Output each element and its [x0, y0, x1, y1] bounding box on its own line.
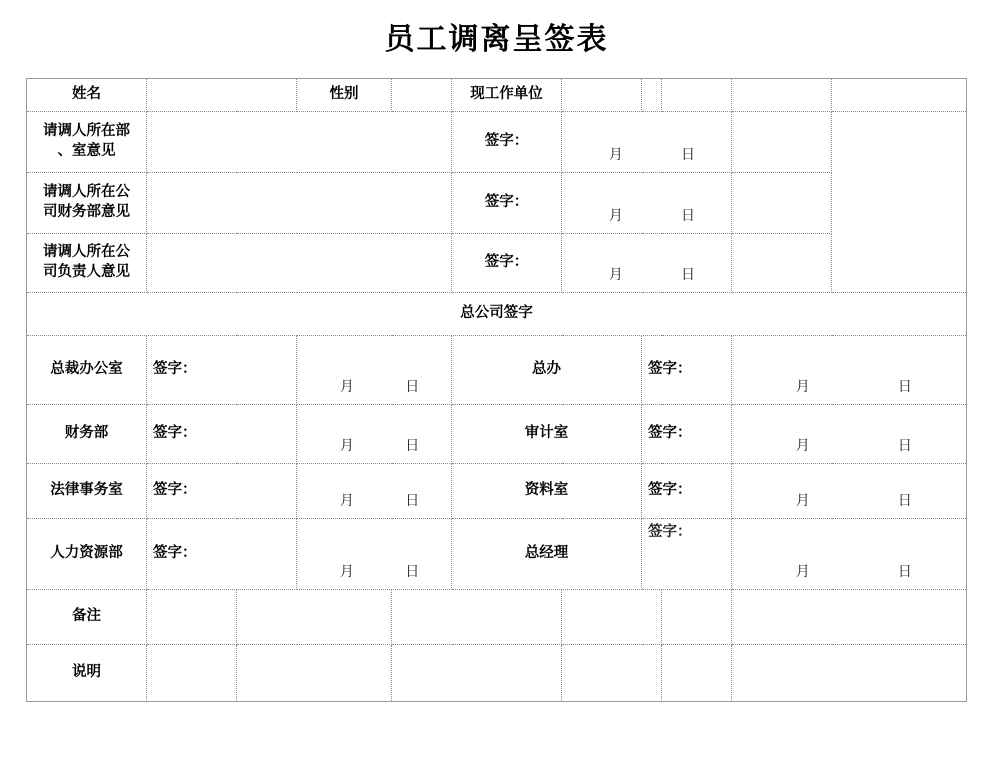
label-archives-office-signature: 签字： [642, 464, 732, 519]
label-day: 日 [681, 146, 696, 163]
label-finance-opinion-line2: 司财务部意见 [43, 204, 130, 220]
field-dept-opinion-extra[interactable] [732, 112, 832, 173]
table-row [27, 519, 967, 590]
field-remarks-cell-3[interactable] [392, 590, 562, 645]
field-gender-value[interactable] [392, 79, 452, 112]
field-explanation-cell-4[interactable] [562, 645, 662, 702]
field-remarks-cell-5[interactable] [662, 590, 732, 645]
label-legal-affairs-office: 法律事务室 [27, 464, 147, 519]
label-dept-opinion-line1: 请调人所在部 [43, 123, 130, 140]
field-explanation-cell-6[interactable] [732, 645, 967, 702]
table-row [27, 464, 967, 519]
label-month: 月 [795, 437, 810, 454]
table-row [27, 112, 967, 173]
label-general-manager-signature-text: 签字： [648, 524, 692, 540]
field-explanation-cell-1[interactable] [147, 645, 237, 702]
label-leader-opinion [27, 234, 147, 293]
label-leader-opinion-line2: 司负责人意见 [43, 264, 130, 280]
label-day: 日 [681, 266, 696, 283]
label-month: 月 [608, 207, 623, 224]
label-name: 姓名 [27, 79, 147, 112]
field-dept-opinion-value[interactable] [147, 112, 452, 173]
field-remarks-cell-2[interactable] [237, 590, 392, 645]
field-legal-affairs-date[interactable] [297, 464, 452, 519]
label-month: 月 [608, 266, 623, 283]
label-day: 日 [405, 378, 420, 395]
field-current-unit-value-3[interactable] [662, 79, 732, 112]
label-general-office: 总办 [452, 336, 642, 405]
label-leader-signature: 签字： [452, 234, 562, 293]
transfer-form-table-wrapper [26, 78, 966, 702]
table-row [27, 336, 967, 405]
label-day: 日 [897, 492, 912, 509]
field-current-unit-value-1[interactable] [562, 79, 642, 112]
label-month: 月 [339, 437, 354, 454]
label-gender: 性别 [297, 79, 392, 112]
field-hr-dept-date[interactable] [297, 519, 452, 590]
field-remarks-cell-4[interactable] [562, 590, 662, 645]
label-finance-dept: 财务部 [27, 405, 147, 464]
label-legal-affairs-signature: 签字： [147, 464, 297, 519]
field-explanation-cell-5[interactable] [662, 645, 732, 702]
field-remarks-cell-6[interactable] [732, 590, 967, 645]
label-president-office: 总裁办公室 [27, 336, 147, 405]
label-hr-dept: 人力资源部 [27, 519, 147, 590]
label-general-manager: 总经理 [452, 519, 642, 590]
label-archives-office: 资料室 [452, 464, 642, 519]
label-day: 日 [897, 378, 912, 395]
field-explanation-cell-2[interactable] [237, 645, 392, 702]
label-general-office-signature: 签字： [642, 336, 732, 405]
field-finance-opinion-extra[interactable] [732, 173, 832, 234]
label-month: 月 [339, 563, 354, 580]
label-month: 月 [339, 378, 354, 395]
label-hr-dept-signature: 签字： [147, 519, 297, 590]
label-finance-dept-signature: 签字： [147, 405, 297, 464]
label-current-unit: 现工作单位 [452, 79, 562, 112]
field-remarks-cell-1[interactable] [147, 590, 237, 645]
field-dept-signature-date[interactable] [562, 112, 732, 173]
field-current-unit-value-4[interactable] [732, 79, 832, 112]
field-audit-office-date[interactable] [732, 405, 967, 464]
table-row [27, 405, 967, 464]
label-day: 日 [681, 207, 696, 224]
section-header-headquarters-signature: 总公司签字 [27, 293, 967, 336]
field-finance-dept-date[interactable] [297, 405, 452, 464]
field-finance-signature-date[interactable] [562, 173, 732, 234]
label-explanation: 说明 [27, 645, 147, 702]
field-general-manager-date[interactable] [732, 519, 967, 590]
label-audit-office: 审计室 [452, 405, 642, 464]
table-row [27, 645, 967, 702]
field-explanation-cell-3[interactable] [392, 645, 562, 702]
label-finance-signature: 签字： [452, 173, 562, 234]
label-month: 月 [795, 378, 810, 395]
table-row [27, 234, 967, 293]
label-finance-opinion [27, 173, 147, 234]
field-president-office-date[interactable] [297, 336, 452, 405]
table-row [27, 79, 967, 112]
table-row [27, 590, 967, 645]
label-month: 月 [339, 492, 354, 509]
table-row [27, 293, 967, 336]
label-day: 日 [897, 563, 912, 580]
label-dept-signature: 签字： [452, 112, 562, 173]
label-finance-opinion-line1: 请调人所在公 [43, 184, 130, 201]
label-audit-office-signature: 签字： [642, 405, 732, 464]
field-name-value[interactable] [147, 79, 297, 112]
field-leader-opinion-value[interactable] [147, 234, 452, 293]
label-leader-opinion-line1: 请调人所在公 [43, 244, 130, 261]
label-month: 月 [608, 146, 623, 163]
table-row [27, 173, 967, 234]
field-general-office-date[interactable] [732, 336, 967, 405]
label-president-office-signature: 签字： [147, 336, 297, 405]
label-dept-opinion [27, 112, 147, 173]
page-title: 员工调离呈签表 [384, 23, 609, 56]
field-leader-signature-date[interactable] [562, 234, 732, 293]
label-day: 日 [405, 563, 420, 580]
field-current-unit-value-2[interactable] [642, 79, 662, 112]
field-current-unit-value-5[interactable] [832, 79, 967, 112]
label-day: 日 [897, 437, 912, 454]
transfer-form-table [26, 78, 967, 702]
label-month: 月 [795, 563, 810, 580]
field-leader-opinion-extra[interactable] [732, 234, 832, 293]
field-archives-office-date[interactable] [732, 464, 967, 519]
field-finance-opinion-value[interactable] [147, 173, 452, 234]
label-general-manager-signature [642, 519, 732, 590]
label-day: 日 [405, 492, 420, 509]
label-remarks: 备注 [27, 590, 147, 645]
label-day: 日 [405, 437, 420, 454]
label-dept-opinion-line2: 、室意见 [57, 143, 116, 159]
label-month: 月 [795, 492, 810, 509]
